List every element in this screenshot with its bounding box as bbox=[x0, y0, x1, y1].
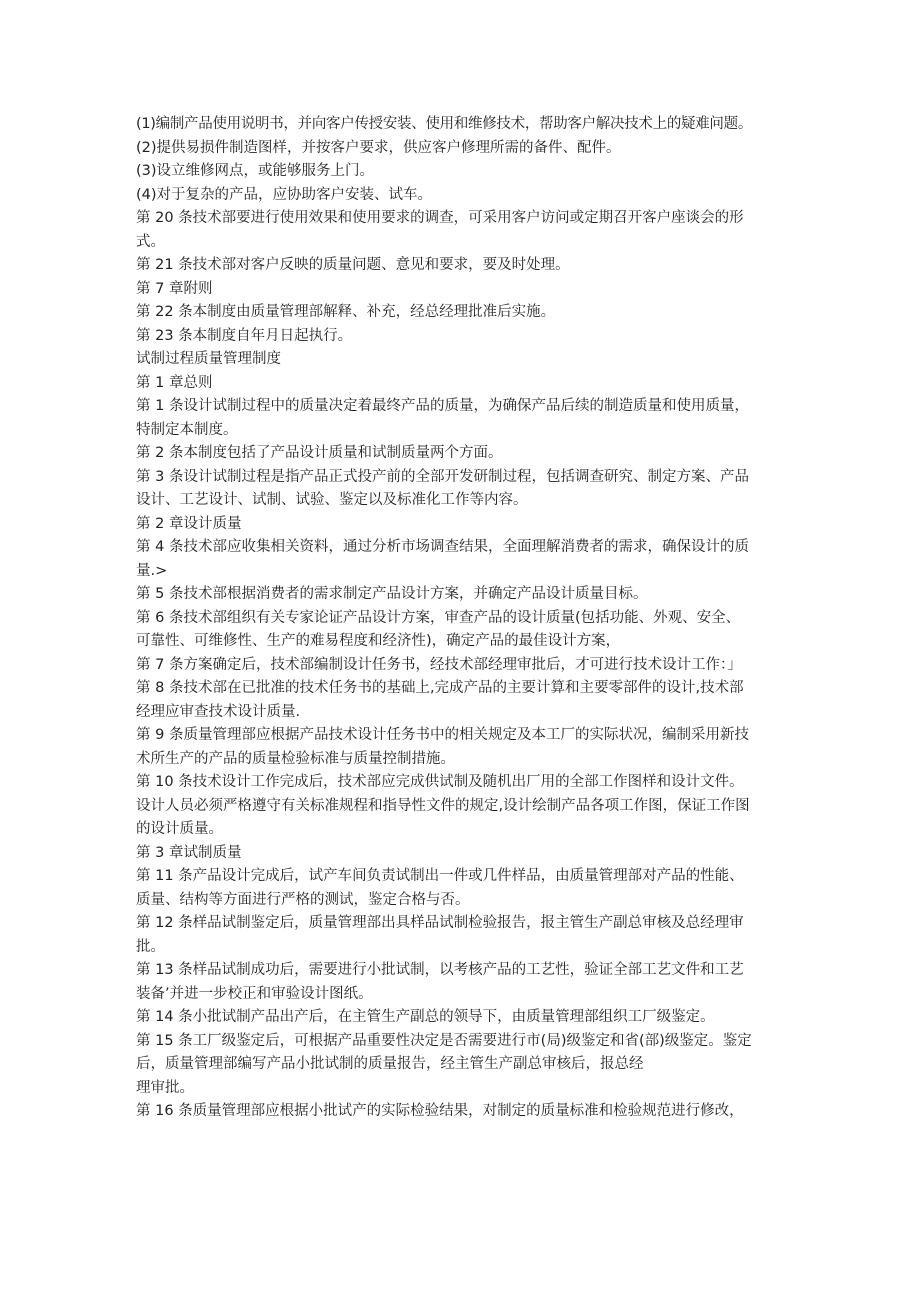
document-body bbox=[136, 113, 810, 1124]
text-line: 理审批。 bbox=[136, 1079, 194, 1096]
text-line: 第 5 条技术部根据消费者的需求制定产品设计方案，并确定产品设计质量目标。 bbox=[136, 586, 648, 602]
text-line: 后，质量管理部编写产品小批试制的质量报告，经主管生产副总审核后，报总经 bbox=[136, 1056, 644, 1072]
text-line: 第 2 条本制度包括了产品设计质量和试制质量两个方面。 bbox=[136, 445, 503, 461]
text-line: 设计人员必须严格遵守有关标准规程和指导性文件的规定,设计绘制产品各项工作图，保证工作图 bbox=[136, 797, 750, 814]
text-line: 第 1 条设计试制过程中的质量决定着最终产品的质量，为确保产品后续的制造质量和使用质量， bbox=[136, 398, 749, 414]
chapter-heading: 第 3 章试制质量 bbox=[136, 844, 242, 861]
text-line: 装备’并进一步校正和审验设计图纸。 bbox=[136, 985, 373, 1002]
text-line: (2)提供易损件制造图样，并按客户要求，供应客户修理所需的备件、配件。 bbox=[136, 139, 621, 156]
chapter-heading: 第 1 章总则 bbox=[136, 374, 213, 391]
text-line: 批。 bbox=[136, 938, 165, 955]
text-line: 第 23 条本制度自年月日起执行。 bbox=[136, 327, 353, 344]
text-line: 第 21 条技术部对客户反映的质量问题、意见和要求，要及时处理。 bbox=[136, 257, 570, 273]
text-line: 术所生产的产品的质量检验标准与质量控制措施。 bbox=[136, 750, 455, 767]
text-line: 第 9 条质量管理部应根据产品技术设计任务书中的相关规定及本工厂的实际状况，编制采用新技 bbox=[136, 727, 749, 743]
text-line: (1)编制产品使用说明书，并向客户传授安装、使用和维修技术，帮助客户解决技术上的疑难问题。 bbox=[136, 116, 753, 132]
text-line: 第 11 条产品设计完成后，试产车间负责试制出一件或几件样品，由质量管理部对产品的性能、 bbox=[136, 868, 744, 884]
chapter-heading: 第 7 章附则 bbox=[136, 280, 213, 297]
text-line: 第 22 条本制度由质量管理部解释、补充，经总经理批准后实施。 bbox=[136, 304, 556, 320]
text-line: 的设计质量。 bbox=[136, 821, 223, 837]
text-line: 第 20 条技术部要进行使用效果和使用要求的调查，可采用客户访问或定期召开客户座谈会的形 bbox=[136, 210, 744, 226]
chapter-heading: 第 2 章设计质量 bbox=[136, 515, 242, 532]
text-line: 第 7 条方案确定后，技术部编制设计任务书，经技术部经理审批后，才可进行技术设计工作：」 bbox=[136, 656, 742, 673]
text-line: 第 8 条技术部在已批准的技术任务书的基础上,完成产品的主要计算和主要零部件的设计,技术部 bbox=[136, 680, 744, 696]
text-line: 量.> bbox=[136, 562, 168, 579]
text-line: 第 10 条技术设计工作完成后，技术部应完成供试制及随机出厂用的全部工作图样和设计文件。 bbox=[136, 774, 744, 790]
text-line: 式。 bbox=[136, 233, 165, 250]
section-title: 试制过程质量管理制度 bbox=[136, 351, 281, 367]
text-line: 质量、结构等方面进行严格的测试，鉴定合格与否。 bbox=[136, 891, 470, 908]
text-line: 第 15 条工厂级鉴定后，可根据产品重要性决定是否需要进行市(局)级鉴定和省(部)级鉴定。鉴定 bbox=[136, 1032, 752, 1049]
text-line: 第 3 条设计试制过程是指产品正式投产前的全部开发研制过程，包括调查研究、制定方案、产品 bbox=[136, 468, 749, 485]
text-line: 设计、工艺设计、试制、试验、鉴定以及标准化工作等内容。 bbox=[136, 492, 528, 508]
text-line: (3)设立维修网点，或能够服务上门。 bbox=[136, 163, 375, 179]
text-line: 第 14 条小批试制产品出产后，在主管生产副总的领导下，由质量管理部组织工厂级鉴定。 bbox=[136, 1009, 715, 1025]
text-line: 可靠性、可维修性、生产的难易程度和经济性)，确定产品的最佳设计方案， bbox=[136, 633, 621, 649]
text-line: 第 4 条技术部应收集相关资料，通过分析市场调查结果，全面理解消费者的需求，确保设计的质 bbox=[136, 539, 749, 555]
text-line: (4)对于复杂的产品，应协助客户安装、试车。 bbox=[136, 186, 433, 203]
text-line: 第 13 条样品试制成功后，需要进行小批试制，以考核产品的工艺性，验证全部工艺文件和工艺 bbox=[136, 962, 744, 978]
text-line: 特制定本制度。 bbox=[136, 421, 238, 438]
text-line: 经理应审查技术设计质量. bbox=[136, 703, 301, 720]
text-line: 第 12 条样品试制鉴定后，质量管理部出具样品试制检验报告，报主管生产副总审核及总经理审 bbox=[136, 915, 744, 931]
text-line: 第 16 条质量管理部应根据小批试产的实际检验结果，对制定的质量标准和检验规范进行修改， bbox=[136, 1103, 744, 1119]
text-line: 第 6 条技术部组织有关专家论证产品设计方案，审查产品的设计质量(包括功能、外观、安全、 bbox=[136, 609, 741, 626]
